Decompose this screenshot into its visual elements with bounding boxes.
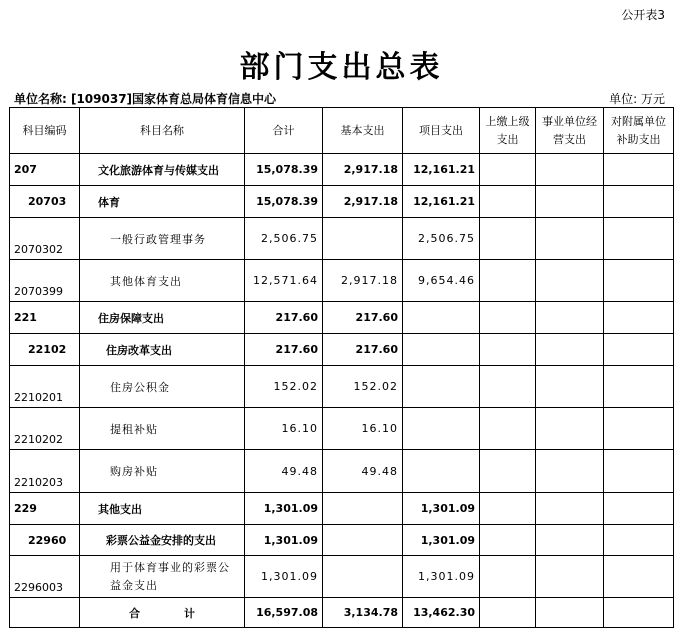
row-project: 1,301.09 [403, 556, 480, 598]
row-basic: 217.60 [323, 334, 403, 366]
row-code: 229 [10, 493, 80, 525]
row-total: 152.02 [245, 366, 323, 408]
total-row [10, 598, 674, 628]
row-name: 住房公积金 [80, 366, 245, 408]
row-project: 12,161.21 [403, 154, 480, 186]
header-subsidy: 对附属单位补助支出 [604, 108, 674, 154]
row-total: 217.60 [245, 302, 323, 334]
row-basic: 2,917.18 [323, 260, 403, 302]
row-basic: 217.60 [323, 302, 403, 334]
row-basic [323, 493, 403, 525]
row-name: 住房改革支出 [80, 334, 245, 366]
row-total: 217.60 [245, 334, 323, 366]
row-project [403, 334, 480, 366]
table-row [10, 302, 674, 334]
row-code: 221 [10, 302, 80, 334]
row-name: 住房保障支出 [80, 302, 245, 334]
row-basic: 49.48 [323, 450, 403, 493]
row-basic [323, 218, 403, 260]
table-row [10, 186, 674, 218]
row-basic: 16.10 [323, 408, 403, 450]
grand-basic: 3,134.78 [323, 598, 403, 628]
header-subject-name: 科目名称 [80, 108, 245, 154]
row-total: 15,078.39 [245, 154, 323, 186]
row-name: 提租补贴 [80, 408, 245, 450]
table-row [10, 366, 674, 408]
row-total: 2,506.75 [245, 218, 323, 260]
row-total: 1,301.09 [245, 493, 323, 525]
row-project: 1,301.09 [403, 493, 480, 525]
table-row [10, 408, 674, 450]
form-number: 公开表3 [621, 8, 665, 22]
table-row [10, 450, 674, 493]
row-name: 一般行政管理事务 [80, 218, 245, 260]
row-basic [323, 525, 403, 556]
unit-name: 单位名称: [109037]国家体育总局体育信息中心 [14, 92, 277, 106]
row-code: 20703 [10, 186, 80, 218]
table-row [10, 334, 674, 366]
row-name: 文化旅游体育与传媒支出 [80, 154, 245, 186]
row-project: 1,301.09 [403, 525, 480, 556]
header-total: 合计 [245, 108, 323, 154]
row-code: 22960 [10, 525, 80, 556]
row-basic [323, 556, 403, 598]
row-code: 2210201 [10, 366, 80, 408]
table-row [10, 525, 674, 556]
table-row [10, 154, 674, 186]
unit-info-row [14, 90, 665, 107]
row-name: 用于体育事业的彩票公益金支出 [80, 556, 245, 598]
row-name: 其他支出 [80, 493, 245, 525]
table-row [10, 556, 674, 598]
row-name: 体育 [80, 186, 245, 218]
table-row [10, 260, 674, 302]
row-code: 2070302 [10, 218, 80, 260]
table-row [10, 218, 674, 260]
row-code: 2210202 [10, 408, 80, 450]
row-basic: 2,917.18 [323, 186, 403, 218]
row-code: 22102 [10, 334, 80, 366]
total-label: 合 计 [80, 598, 245, 628]
table-row [10, 493, 674, 525]
grand-total: 16,597.08 [245, 598, 323, 628]
currency-unit: 单位: 万元 [609, 92, 665, 106]
row-project [403, 366, 480, 408]
row-project [403, 302, 480, 334]
row-total: 49.48 [245, 450, 323, 493]
row-basic: 2,917.18 [323, 154, 403, 186]
header-basic: 基本支出 [323, 108, 403, 154]
page-title: 部门支出总表 [239, 50, 444, 85]
header-remit-upper: 上缴上级支出 [480, 108, 536, 154]
row-total: 15,078.39 [245, 186, 323, 218]
row-total: 1,301.09 [245, 556, 323, 598]
row-code: 2070399 [10, 260, 80, 302]
table-header-row [10, 108, 674, 154]
row-project: 12,161.21 [403, 186, 480, 218]
row-name: 彩票公益金安排的支出 [80, 525, 245, 556]
row-code: 2210203 [10, 450, 80, 493]
row-basic: 152.02 [323, 366, 403, 408]
row-code: 2296003 [10, 556, 80, 598]
header-project: 项目支出 [403, 108, 480, 154]
header-business-operation: 事业单位经营支出 [536, 108, 604, 154]
row-project: 9,654.46 [403, 260, 480, 302]
row-code: 207 [10, 154, 80, 186]
row-project [403, 450, 480, 493]
grand-project: 13,462.30 [403, 598, 480, 628]
row-name: 其他体育支出 [80, 260, 245, 302]
header-subject-code: 科目编码 [10, 108, 80, 154]
row-total: 12,571.64 [245, 260, 323, 302]
row-total: 1,301.09 [245, 525, 323, 556]
row-project [403, 408, 480, 450]
row-project: 2,506.75 [403, 218, 480, 260]
row-name: 购房补贴 [80, 450, 245, 493]
expenditure-table [9, 107, 674, 628]
row-total: 16.10 [245, 408, 323, 450]
